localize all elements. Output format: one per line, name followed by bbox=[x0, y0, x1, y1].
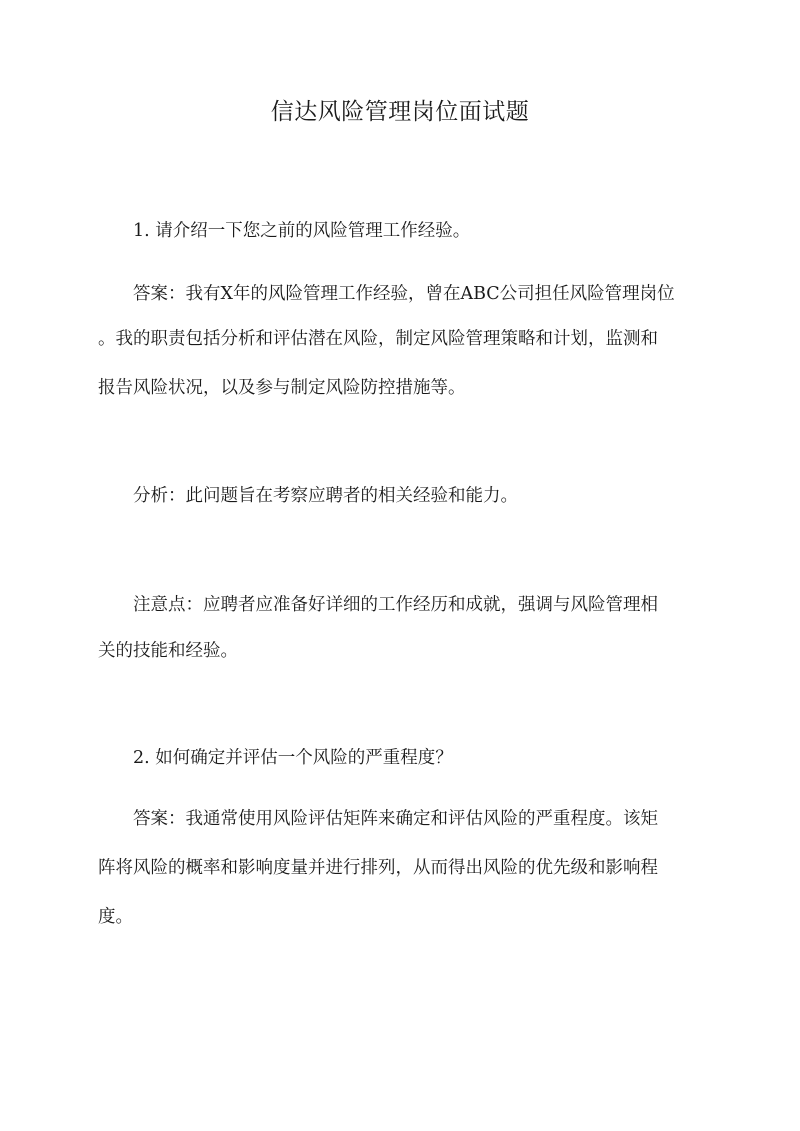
question-1: 1. 请介绍一下您之前的风险管理工作经验。 bbox=[133, 221, 471, 241]
answer-2-line-2: 阵将风险的概率和影响度量并进行排列，从而得出风险的优先级和影响程 bbox=[98, 858, 658, 878]
answer-1-line-3: 报告风险状况，以及参与制定风险防控措施等。 bbox=[98, 378, 466, 398]
answer-2-line-1: 答案：我通常使用风险评估矩阵来确定和评估风险的严重程度。该矩 bbox=[133, 809, 658, 829]
note-1-line-1: 注意点：应聘者应准备好详细的工作经历和成就，强调与风险管理相 bbox=[133, 595, 658, 615]
question-2: 2. 如何确定并评估一个风险的严重程度？ bbox=[133, 748, 453, 768]
answer-1-line-1: 答案：我有X年的风险管理工作经验，曾在ABC公司担任风险管理岗位 bbox=[133, 284, 675, 304]
document-title: 信达风险管理岗位面试题 bbox=[270, 99, 530, 125]
note-1-line-2: 关的技能和经验。 bbox=[98, 641, 238, 661]
answer-1-line-2: 。我的职责包括分析和评估潜在风险，制定风险管理策略和计划，监测和 bbox=[98, 329, 658, 349]
answer-2-line-3: 度。 bbox=[98, 907, 133, 927]
analysis-1: 分析：此问题旨在考察应聘者的相关经验和能力。 bbox=[133, 486, 518, 506]
